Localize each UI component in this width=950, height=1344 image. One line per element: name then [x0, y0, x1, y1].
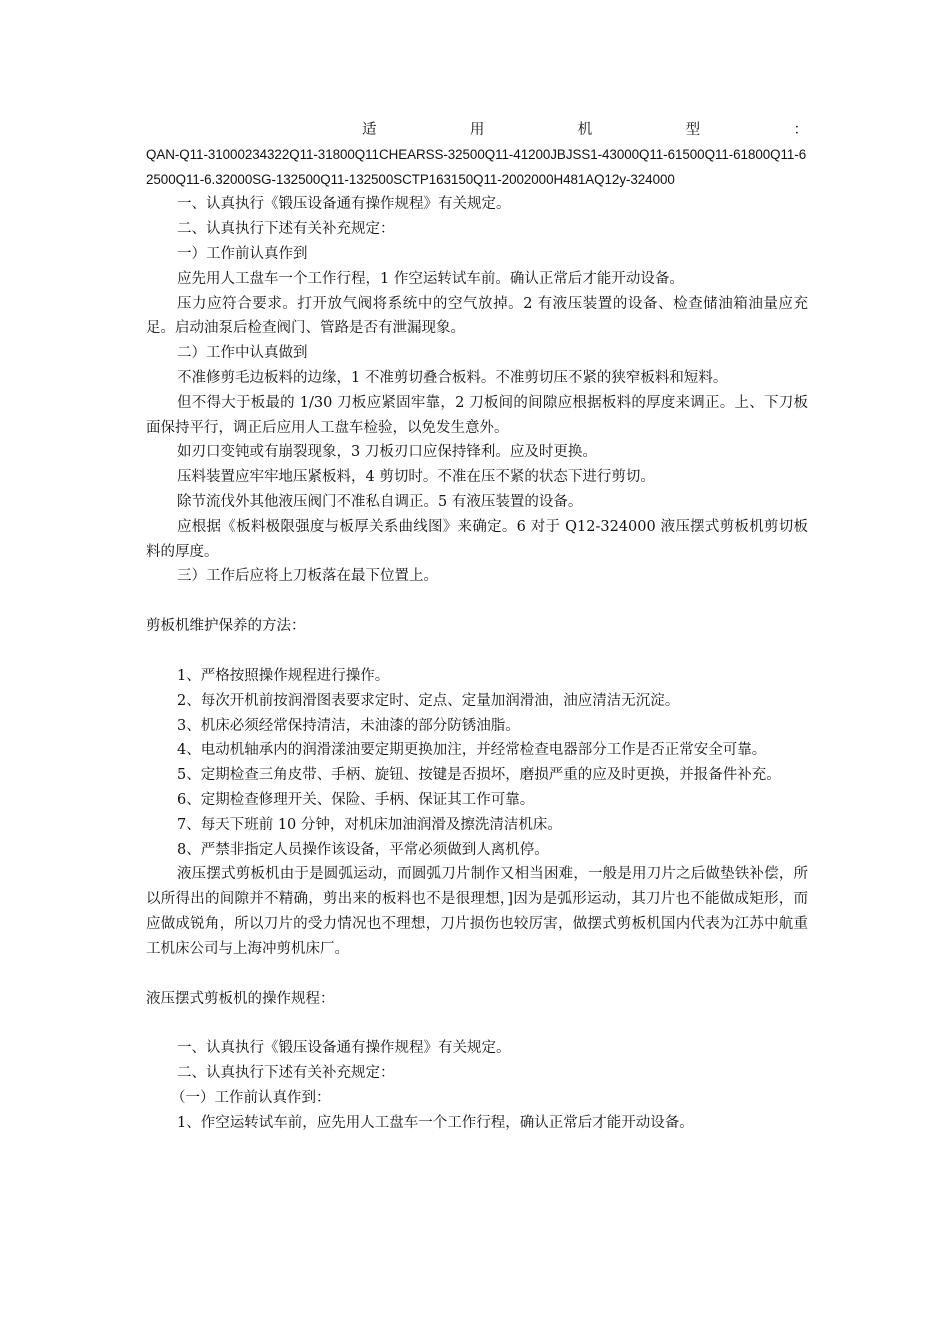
paragraph: 液压摆式剪板机由于是圆弧运动，而圆弧刀片制作又相当困难，一般是用刀片之后做垫铁补偿，所以所得出的间隙并不精确，剪出来的板料也不是很理想，]因为是弧形运动，其刀片也不能做成矩形，而应做成锐角，所以刀片的受力情况也不理想，刀片损伤也较厉害，做摆式剪板机国内代表为江苏中航重工机床公司与上海冲剪机床厂。 — [146, 866, 808, 957]
list-item: 3、机床必须经常保持清洁，未油漆的部分防锈油脂。 — [177, 717, 520, 734]
title-char: 适 — [362, 122, 377, 138]
title-char: ： — [793, 122, 808, 138]
paragraph: 一、认真执行《锻压设备通有操作规程》有关规定。 — [177, 1040, 511, 1057]
list-item: 8、严禁非指定人员操作该设备，平常必须做到人离机停。 — [177, 841, 549, 858]
list-item: 7、每天下班前 10 分钟，对机床加油润滑及擦洗清洁机床。 — [177, 816, 562, 833]
paragraph: 三）工作后应将上刀板落在最下位置上。 — [177, 568, 438, 585]
title-char: 机 — [577, 122, 593, 138]
paragraph: 一）工作前认真作到 — [177, 245, 308, 262]
paragraph: 如刃口变钝或有崩裂现象，3 刀板刃口应保持锋利。应及时更换。 — [177, 444, 597, 461]
paragraph: 二、认真执行下述有关补充规定： — [177, 221, 395, 238]
section-heading: 液压摆式剪板机的操作规程： — [146, 990, 335, 1007]
list-item: 5、定期检查三角皮带、手柄、旋钮、按键是否损坏，磨损严重的应及时更换，并报备件补充。 — [177, 767, 781, 784]
paragraph: 不准修剪毛边板料的边缘，1 不准剪切叠合板料。不准剪切压不紧的狭窄板料和短料。 — [177, 369, 728, 386]
paragraph: 压力应符合要求。打开放气阀将系统中的空气放掉。2 有液压装置的设备、检查储油箱油量应充足。启动油泵后检查阀门、管路是否有泄漏现象。 — [146, 295, 808, 337]
list-item: 4、电动机轴承内的润滑漾油要定期更换加注，并经常检查电器部分工作是否正常安全可靠。 — [177, 742, 767, 759]
section-heading: 剪板机维护保养的方法： — [146, 618, 306, 635]
paragraph: 但不得大于板最的 1/30 刀板应紧固牢靠，2 刀板间的间隙应根据板料的厚度来调正。上、下刀板面保持平行，调正后应用人工盘车检验，以免发生意外。 — [146, 394, 808, 436]
paragraph: 二）工作中认真做到 — [177, 345, 308, 362]
document-page — [146, 118, 808, 1135]
paragraph: 压料装置应牢牢地压紧板料，4 剪切时。不准在压不紧的状态下进行剪切。 — [177, 469, 655, 486]
paragraph: 一、认真执行《锻压设备通有操作规程》有关规定。 — [177, 196, 511, 213]
paragraph: （一）工作前认真作到： — [171, 1089, 331, 1106]
title-char: 型 — [685, 122, 701, 138]
paragraph: 应先用人工盘车一个工作行程，1 作空运转试车前。确认正常后才能开动设备。 — [177, 270, 684, 287]
paragraph: 应根据《板料极限强度与板厚关系曲线图》来确定。6 对于 Q12-324000 液压摆式剪板机剪切板料的厚度。 — [146, 518, 808, 560]
model-list: QAN-Q11-31000234322Q11-31800Q11CHEARSS-32500Q11-41200JBJSS1-43000Q11-61500Q11-61800Q11-62500Q11-6.32000SG-132500Q11-132500SCTP163150Q11-2002000H481AQ12y-324000 — [146, 146, 807, 187]
list-item: 6、定期检查修理开关、保险、手柄、保证其工作可靠。 — [177, 791, 535, 808]
paragraph: 除节流伐外其他液压阀门不准私自调正。5 有液压装置的设备。 — [177, 493, 583, 510]
paragraph: 二、认真执行下述有关补充规定： — [177, 1065, 395, 1082]
header-title — [146, 118, 808, 143]
title-char: 用 — [469, 122, 485, 138]
list-item: 1、严格按照操作规程进行操作。 — [177, 667, 390, 684]
paragraph: 1、作空运转试车前，应先用人工盘车一个工作行程，确认正常后才能开动设备。 — [177, 1114, 694, 1131]
list-item: 2、每次开机前按润滑图表要求定时、定点、定量加润滑油，油应清洁无沉淀。 — [177, 692, 680, 709]
